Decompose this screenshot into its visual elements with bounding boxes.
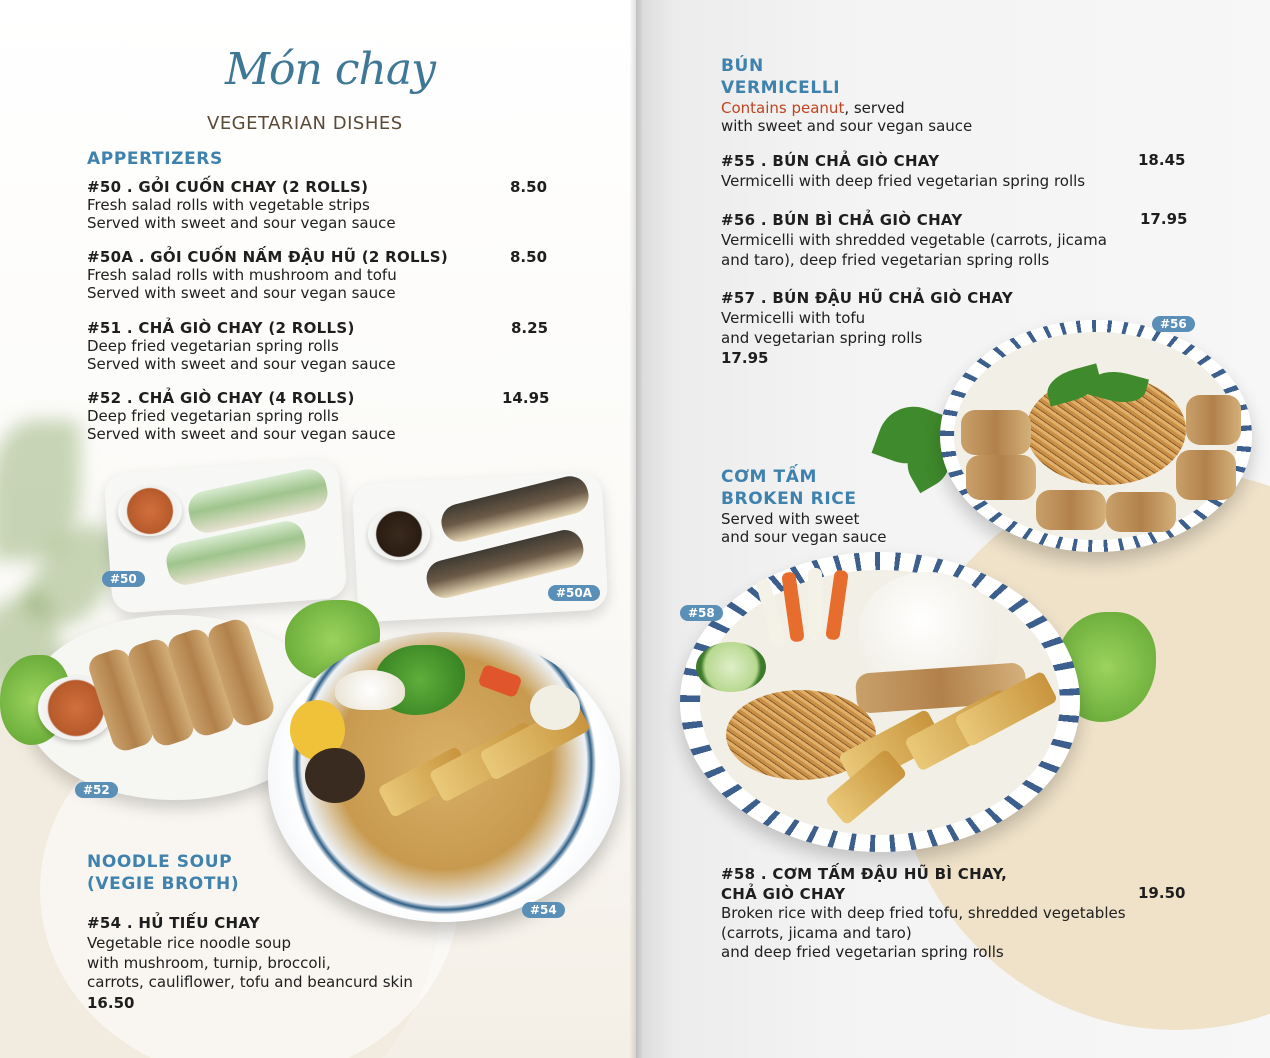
item-name: #52 . CHẢ GIÒ CHAY (4 ROLLS) [87,389,355,407]
fried-spring-roll [1036,490,1106,530]
item-description: Served with sweet and sour vegan sauce [87,214,396,232]
section-heading-line: NOODLE SOUP [87,852,233,872]
item-price: 14.95 [502,389,550,407]
photo-tag-50a: #50A [548,585,600,601]
item-description: Served with sweet and sour vegan sauce [87,355,396,373]
section-heading-line: VERMICELLI [721,78,841,98]
item-price: 17.95 [1140,210,1188,228]
section-heading-line: BÚN [721,56,764,76]
item-name: #50 . GỎI CUỐN CHAY (2 ROLLS) [87,178,369,196]
item-description: and taro), deep fried vegetarian spring rolls [721,251,1050,269]
cauliflower [530,685,580,730]
note-text: and sour vegan sauce [721,528,887,546]
page-spine [630,0,642,1058]
menu-item-50a [87,248,448,302]
fried-spring-roll [966,455,1036,500]
item-name: #58 . CƠM TẤM ĐẬU HŨ BÌ CHAY, [721,865,1008,883]
photo-tag-52: #52 [75,782,118,798]
section-heading-line: (VEGIE BROTH) [87,874,240,894]
item-description: Vermicelli with deep fried vegetarian spring rolls [721,172,1086,190]
item-description: Fresh salad rolls with vegetable strips [87,196,370,214]
photo-tag-56: #56 [1152,316,1195,332]
photo-tag-54: #54 [522,902,565,918]
item-description: Served with sweet and sour vegan sauce [87,425,396,443]
shiitake-mushroom [305,748,365,803]
item-description: carrots, cauliflower, tofu and beancurd skin [87,973,413,991]
item-description: and deep fried vegetarian spring rolls [721,943,1004,962]
menu-item-55 [721,151,1085,191]
photo-tag-50: #50 [102,571,145,587]
section-heading-vermicelli [721,55,840,99]
fried-spring-roll [1106,492,1176,532]
item-price: 8.50 [510,178,548,196]
menu-item-52 [87,389,396,443]
item-price: 16.50 [87,993,135,1012]
menu-item-56 [721,210,1107,270]
section-heading-noodle-soup [87,851,239,895]
item-description: and vegetarian spring rolls [721,329,923,347]
section-heading-line: CƠM TẤM [721,467,818,487]
item-description: Vermicelli with shredded vegetable (carrots, jicama [721,231,1107,249]
menu-item-57 [721,288,1013,368]
right-page [636,0,1270,1058]
cucumber-slice [696,642,766,692]
menu-item-51 [87,319,396,373]
note-text: , served [844,99,905,117]
item-price: 8.25 [511,319,549,337]
item-price: 19.50 [1138,884,1186,902]
section-heading-line: BROKEN RICE [721,489,857,509]
section-heading-appetizers: APPERTIZERS [87,149,223,169]
page-subtitle: VEGETARIAN DISHES [207,113,403,134]
item-name: #51 . CHẢ GIÒ CHAY (2 ROLLS) [87,319,355,337]
item-name: #56 . BÚN BÌ CHẢ GIÒ CHAY [721,211,963,229]
item-name: #54 . HỦ TIẾU CHAY [87,914,260,932]
section-heading-broken-rice [721,466,857,510]
dipping-sauce-bowl [118,486,182,536]
item-name: #50A . GỎI CUỐN NẤM ĐẬU HŨ (2 ROLLS) [87,248,449,266]
menu-item-54 [87,913,413,1013]
dipping-sauce-bowl [368,508,430,560]
item-description: Fresh salad rolls with mushroom and tofu [87,266,397,284]
broken-rice-note [721,510,887,546]
note-text: with sweet and sour vegan sauce [721,117,973,135]
note-text: Served with sweet [721,510,860,528]
item-description: with mushroom, turnip, broccoli, [87,953,331,972]
fried-spring-roll [1186,395,1241,445]
item-name: #57 . BÚN ĐẬU HŨ CHẢ GIÒ CHAY [721,289,1014,307]
item-description: Vermicelli with tofu [721,309,866,327]
item-price: 8.50 [510,248,548,266]
menu-item-50 [87,178,396,232]
item-description: Deep fried vegetarian spring rolls [87,407,339,425]
item-name: #55 . BÚN CHẢ GIÒ CHAY [721,152,940,170]
item-name: CHẢ GIÒ CHAY [721,884,846,903]
jicama-stick [808,568,822,640]
peanut-warning: Contains peanut [721,99,845,117]
fried-spring-roll [1176,450,1236,500]
item-description: Deep fried vegetarian spring rolls [87,337,339,355]
item-description: (carrots, jicama and taro) [721,923,912,942]
item-price: 18.45 [1138,151,1186,169]
item-price: 17.95 [721,349,769,367]
item-description: Vegetable rice noodle soup [87,934,291,952]
fried-spring-roll [961,410,1031,455]
vermicelli-note [721,99,972,135]
item-description: Served with sweet and sour vegan sauce [87,284,396,302]
menu-item-58 [721,865,1126,963]
rice-noodles [335,670,405,710]
page-title-script: Món chay [225,44,435,95]
photo-tag-58: #58 [680,605,723,621]
item-description: Broken rice with deep fried tofu, shredded vegetables [721,904,1126,923]
